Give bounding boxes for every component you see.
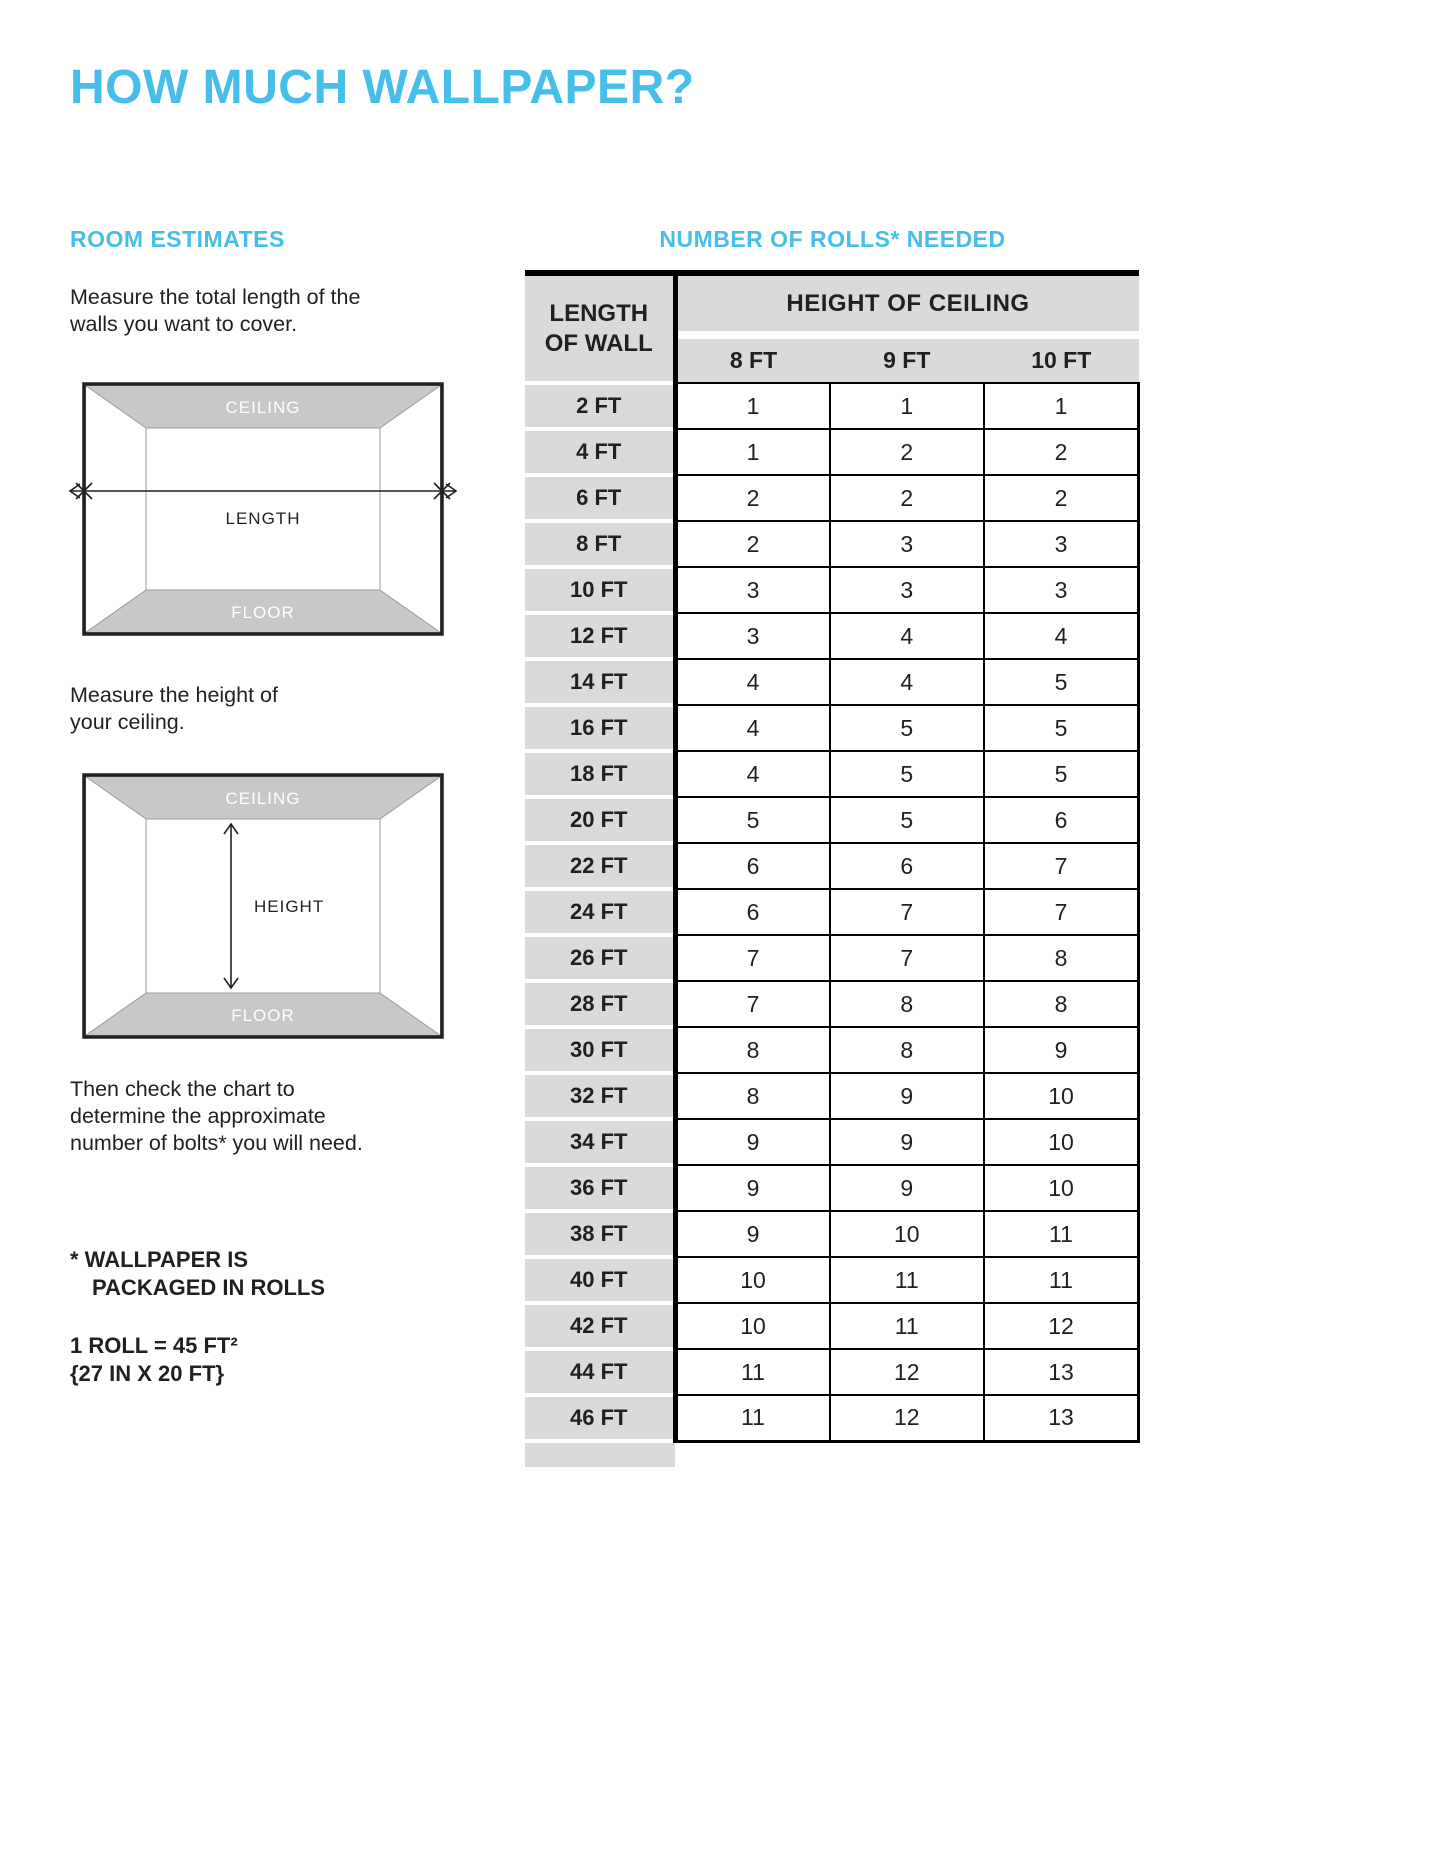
rolls-value-cell: 10 bbox=[984, 1073, 1139, 1119]
table-row bbox=[525, 1395, 1139, 1441]
right-wall bbox=[380, 777, 441, 1036]
left-wall bbox=[86, 386, 147, 633]
wall-length-cell: 26 FT bbox=[525, 935, 675, 981]
rolls-value-cell: 9 bbox=[984, 1027, 1139, 1073]
rolls-value-cell: 10 bbox=[830, 1211, 985, 1257]
rolls-value-cell: 3 bbox=[675, 567, 830, 613]
rolls-value-cell: 6 bbox=[830, 843, 985, 889]
table-row bbox=[525, 567, 1139, 613]
table-row bbox=[525, 1257, 1139, 1303]
table-row bbox=[525, 843, 1139, 889]
wall-length-cell: 12 FT bbox=[525, 613, 675, 659]
rolls-value-cell: 4 bbox=[675, 751, 830, 797]
rolls-value-cell: 5 bbox=[984, 659, 1139, 705]
rolls-value-cell: 5 bbox=[984, 751, 1139, 797]
rolls-value-cell: 10 bbox=[675, 1257, 830, 1303]
rolls-value-cell: 2 bbox=[675, 475, 830, 521]
wall-length-cell: 30 FT bbox=[525, 1027, 675, 1073]
rolls-value-cell: 7 bbox=[675, 981, 830, 1027]
rolls-value-cell: 10 bbox=[675, 1303, 830, 1349]
table-row bbox=[525, 1119, 1139, 1165]
rolls-value-cell: 10 bbox=[984, 1119, 1139, 1165]
table-row bbox=[525, 797, 1139, 843]
rolls-value-cell: 1 bbox=[675, 429, 830, 475]
rolls-table-body bbox=[525, 383, 1139, 1441]
rolls-value-cell: 8 bbox=[830, 981, 985, 1027]
wall-length-cell: 32 FT bbox=[525, 1073, 675, 1119]
footnote-line1: * WALLPAPER IS bbox=[70, 1247, 249, 1272]
length-label: LENGTH bbox=[225, 509, 301, 528]
table-row bbox=[525, 613, 1139, 659]
table-row bbox=[525, 429, 1139, 475]
wall-length-cell: 36 FT bbox=[525, 1165, 675, 1211]
rolls-value-cell: 4 bbox=[830, 613, 985, 659]
rolls-value-cell: 3 bbox=[830, 567, 985, 613]
rolls-value-cell: 3 bbox=[984, 567, 1139, 613]
table-row bbox=[525, 889, 1139, 935]
rolls-value-cell: 13 bbox=[984, 1395, 1139, 1441]
table-row bbox=[525, 1165, 1139, 1211]
rolls-value-cell: 2 bbox=[675, 521, 830, 567]
rolls-value-cell: 4 bbox=[675, 659, 830, 705]
rolls-value-cell: 12 bbox=[830, 1349, 985, 1395]
wall-length-cell: 40 FT bbox=[525, 1257, 675, 1303]
height-of-ceiling-header: HEIGHT OF CEILING bbox=[675, 273, 1139, 331]
table-row bbox=[525, 981, 1139, 1027]
wall-length-cell: 20 FT bbox=[525, 797, 675, 843]
rolls-value-cell: 3 bbox=[830, 521, 985, 567]
table-row bbox=[525, 383, 1139, 429]
table-row bbox=[525, 1211, 1139, 1257]
wall-length-cell: 42 FT bbox=[525, 1303, 675, 1349]
wall-length-cell: 34 FT bbox=[525, 1119, 675, 1165]
column-header-9ft: 9 FT bbox=[830, 339, 985, 383]
rolls-value-cell: 12 bbox=[830, 1395, 985, 1441]
rolls-value-cell: 8 bbox=[984, 981, 1139, 1027]
rolls-value-cell: 5 bbox=[675, 797, 830, 843]
ceiling-label: CEILING bbox=[225, 398, 301, 417]
rolls-value-cell: 7 bbox=[830, 889, 985, 935]
column-header-8ft: 8 FT bbox=[675, 339, 830, 383]
table-row bbox=[525, 659, 1139, 705]
room-estimates-heading: ROOM ESTIMATES bbox=[70, 226, 285, 252]
rolls-value-cell: 7 bbox=[984, 843, 1139, 889]
table-row bbox=[525, 521, 1139, 567]
rolls-value-cell: 8 bbox=[830, 1027, 985, 1073]
rolls-value-cell: 5 bbox=[830, 751, 985, 797]
rolls-value-cell: 4 bbox=[675, 705, 830, 751]
wall-length-cell: 4 FT bbox=[525, 429, 675, 475]
table-footer-tab bbox=[525, 1443, 675, 1467]
floor-label: FLOOR bbox=[231, 603, 295, 622]
table-row bbox=[525, 705, 1139, 751]
wall-length-cell: 14 FT bbox=[525, 659, 675, 705]
rolls-value-cell: 2 bbox=[984, 429, 1139, 475]
rolls-value-cell: 7 bbox=[984, 889, 1139, 935]
rolls-value-cell: 5 bbox=[830, 705, 985, 751]
left-wall bbox=[86, 777, 147, 1036]
wall-length-cell: 38 FT bbox=[525, 1211, 675, 1257]
wall-length-cell: 28 FT bbox=[525, 981, 675, 1027]
rolls-value-cell: 9 bbox=[675, 1165, 830, 1211]
column-header-10ft: 10 FT bbox=[984, 339, 1139, 383]
rolls-value-cell: 11 bbox=[984, 1257, 1139, 1303]
rolls-value-cell: 13 bbox=[984, 1349, 1139, 1395]
rolls-value-cell: 7 bbox=[675, 935, 830, 981]
rolls-value-cell: 3 bbox=[675, 613, 830, 659]
rolls-value-cell: 11 bbox=[675, 1395, 830, 1441]
roll-dimensions: {27 IN X 20 FT} bbox=[70, 1361, 225, 1386]
rolls-value-cell: 4 bbox=[830, 659, 985, 705]
rolls-value-cell: 5 bbox=[830, 797, 985, 843]
table-row bbox=[525, 1303, 1139, 1349]
wall-length-cell: 22 FT bbox=[525, 843, 675, 889]
table-row bbox=[525, 1349, 1139, 1395]
wall-length-cell: 44 FT bbox=[525, 1349, 675, 1395]
wall-length-cell: 18 FT bbox=[525, 751, 675, 797]
rolls-footnote bbox=[70, 1246, 325, 1302]
page-title: HOW MUCH WALLPAPER? bbox=[70, 61, 695, 114]
table-row bbox=[525, 1073, 1139, 1119]
table-row bbox=[525, 751, 1139, 797]
table-row bbox=[525, 475, 1139, 521]
roll-size-info bbox=[70, 1332, 238, 1388]
ceiling-height-diagram bbox=[66, 772, 460, 1040]
rolls-table bbox=[525, 270, 1140, 1467]
rolls-value-cell: 11 bbox=[830, 1303, 985, 1349]
rolls-value-cell: 6 bbox=[675, 843, 830, 889]
table-row bbox=[525, 1027, 1139, 1073]
floor-label: FLOOR bbox=[231, 1006, 295, 1025]
rolls-value-cell: 11 bbox=[984, 1211, 1139, 1257]
step3-text: Then check the chart to determine the approximate number of bolts* you will need. bbox=[70, 1077, 363, 1155]
rolls-value-cell: 9 bbox=[675, 1119, 830, 1165]
wall-length-cell: 8 FT bbox=[525, 521, 675, 567]
rolls-value-cell: 9 bbox=[830, 1073, 985, 1119]
rolls-value-cell: 8 bbox=[675, 1073, 830, 1119]
rolls-value-cell: 9 bbox=[675, 1211, 830, 1257]
rolls-value-cell: 5 bbox=[984, 705, 1139, 751]
rolls-value-cell: 12 bbox=[984, 1303, 1139, 1349]
rolls-value-cell: 1 bbox=[984, 383, 1139, 429]
height-label: HEIGHT bbox=[254, 897, 325, 916]
rolls-value-cell: 9 bbox=[830, 1165, 985, 1211]
rolls-value-cell: 8 bbox=[984, 935, 1139, 981]
wall-length-cell: 6 FT bbox=[525, 475, 675, 521]
rolls-value-cell: 6 bbox=[675, 889, 830, 935]
step1-text: Measure the total length of the walls you want to cover. bbox=[70, 285, 361, 336]
rolls-value-cell: 2 bbox=[984, 475, 1139, 521]
footnote-line2: PACKAGED IN ROLLS bbox=[92, 1275, 326, 1300]
rolls-value-cell: 1 bbox=[675, 383, 830, 429]
rolls-value-cell: 7 bbox=[830, 935, 985, 981]
table-row bbox=[525, 935, 1139, 981]
rolls-value-cell: 4 bbox=[984, 613, 1139, 659]
rolls-value-cell: 6 bbox=[984, 797, 1139, 843]
header-gap bbox=[675, 331, 1139, 339]
rolls-value-cell: 1 bbox=[830, 383, 985, 429]
wall-length-cell: 10 FT bbox=[525, 567, 675, 613]
rolls-value-cell: 8 bbox=[675, 1027, 830, 1073]
rolls-value-cell: 11 bbox=[830, 1257, 985, 1303]
rolls-value-cell: 10 bbox=[984, 1165, 1139, 1211]
wall-length-cell: 46 FT bbox=[525, 1395, 675, 1441]
wall-length-cell: 24 FT bbox=[525, 889, 675, 935]
length-of-wall-header: LENGTH OF WALL bbox=[525, 273, 675, 383]
roll-area: 1 ROLL = 45 FT² bbox=[70, 1333, 238, 1358]
wall-length-cell: 2 FT bbox=[525, 383, 675, 429]
rolls-value-cell: 9 bbox=[830, 1119, 985, 1165]
rolls-value-cell: 3 bbox=[984, 521, 1139, 567]
rolls-needed-heading: NUMBER OF ROLLS* NEEDED bbox=[659, 226, 1006, 252]
rolls-value-cell: 11 bbox=[675, 1349, 830, 1395]
step2-text: Measure the height of your ceiling. bbox=[70, 683, 278, 734]
rolls-value-cell: 2 bbox=[830, 475, 985, 521]
room-length-diagram bbox=[66, 381, 460, 637]
wall-length-cell: 16 FT bbox=[525, 705, 675, 751]
right-wall bbox=[380, 386, 441, 633]
ceiling-label: CEILING bbox=[225, 789, 301, 808]
rolls-value-cell: 2 bbox=[830, 429, 985, 475]
